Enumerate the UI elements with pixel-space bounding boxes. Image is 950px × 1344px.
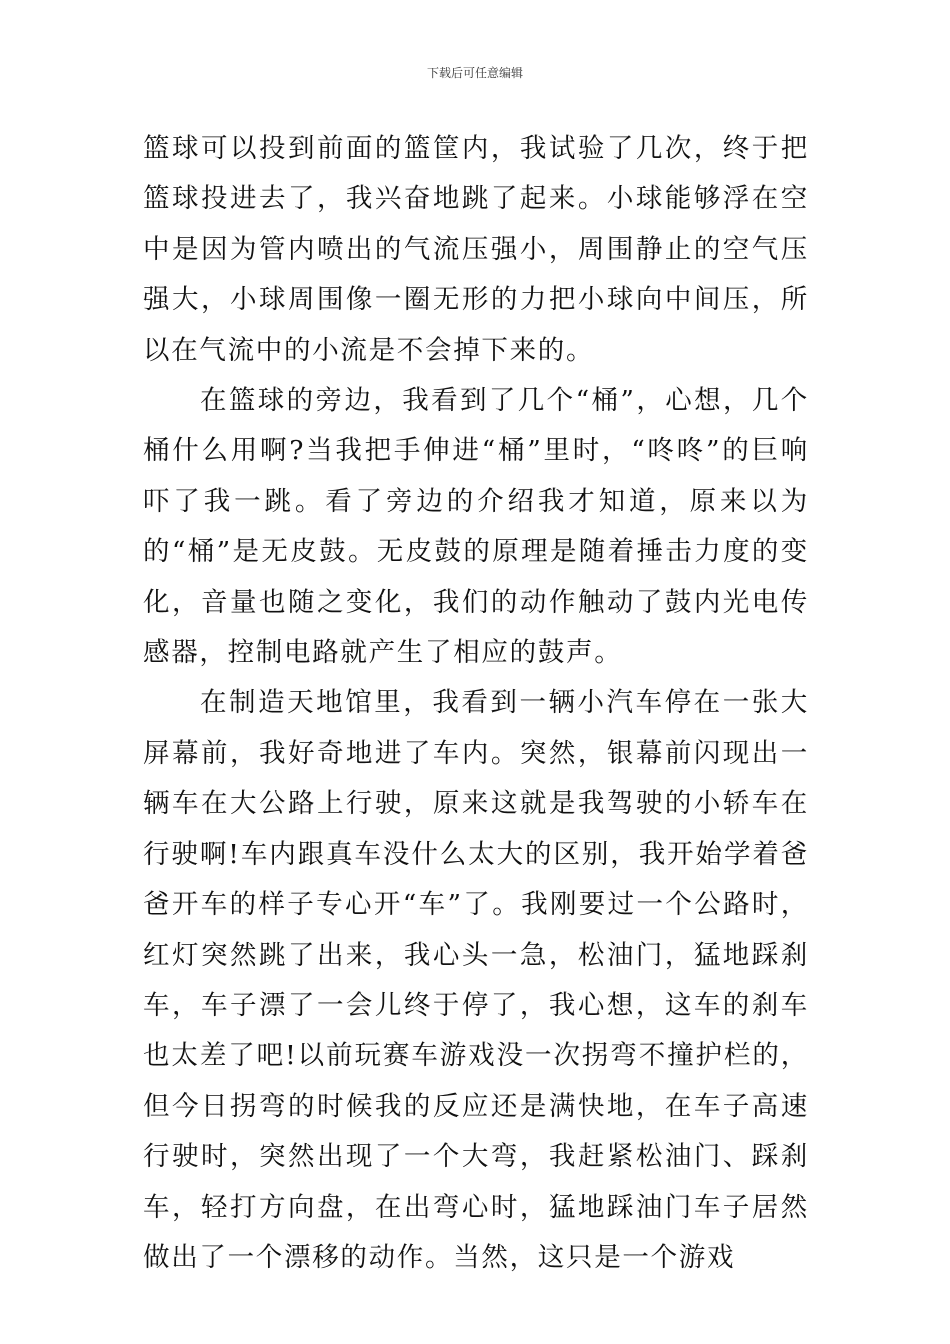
document-body bbox=[143, 124, 809, 1283]
paragraph-drum: 在篮球的旁边，我看到了几个“桶”，心想，几个桶什么用啊?当我把手伸进“桶”里时，“咚咚”的巨响吓了我一跳。看了旁边的介绍我才知道，原来以为的“桶”是无皮鼓。无皮鼓的原理是随着捶击力度的变化，音量也随之变化，我们的动作触动了鼓内光电传感器，控制电路就产生了相应的鼓声。 bbox=[143, 385, 809, 669]
paragraph-driving: 在制造天地馆里，我看到一辆小汽车停在一张大屏幕前，我好奇地进了车内。突然，银幕前闪现出一辆车在大公路上行驶，原来这就是我驾驶的小轿车在行驶啊!车内跟真车没什么太大的区别，我开始学着爸爸开车的样子专心开“车”了。我刚要过一个公路时，红灯突然跳了出来，我心头一急，松油门，猛地踩刹车，车子漂了一会儿终于停了，我心想，这车的刹车也太差了吧!以前玩赛车游戏没一次拐弯不撞护栏的，但今日拐弯的时候我的反应还是满快地，在车子高速行驶时，突然出现了一个大弯，我赶紧松油门、踩刹车，轻打方向盘，在出弯心时，猛地踩油门车子居然做出了一个漂移的动作。当然，这只是一个游戏 bbox=[143, 687, 809, 1273]
paragraph-basketball: 篮球可以投到前面的篮筐内，我试验了几次，终于把篮球投进去了，我兴奋地跳了起来。小球能够浮在空中是因为管内喷出的气流压强小，周围静止的空气压强大，小球周围像一圈无形的力把小球向中间压，所以在气流中的小流是不会掉下来的。 bbox=[143, 133, 809, 366]
page-header: 下载后可任意编辑 bbox=[426, 66, 523, 80]
